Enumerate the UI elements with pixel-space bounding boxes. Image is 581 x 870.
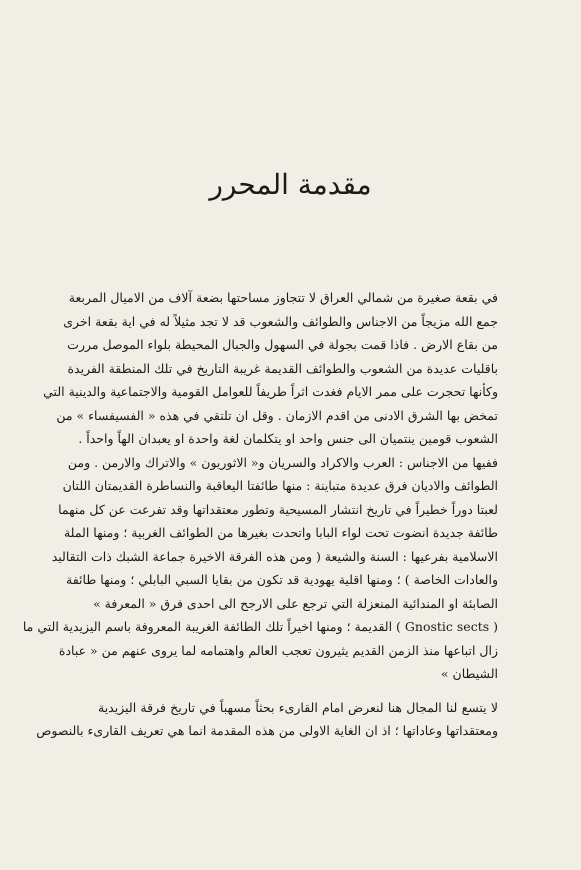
page-title: مقدمة المحرر	[209, 168, 372, 201]
paragraph-1	[22, 286, 498, 686]
text-line: طائفة جديدة انضوت تحت لواء البابا واتحدت بغيرها من الطوائف الغربية ؛ ومنها الملة	[63, 525, 498, 540]
text-line: الشعوب قومين ينتميان الى جنس واحد او يتكلمان لغة واحدة او يعبدان الهاً واحداً .	[78, 431, 498, 446]
text-line: لا يتسع لنا المجال هنا لنعرض امام القارىء بحثاً مسهباً في تاريخ فرقة اليزيدية	[98, 699, 498, 715]
text-line: وكأنها تحجرت على ممر الايام فغدت اثراً طريفاً للعوامل القومية والاجتماعية والدينية التي	[43, 384, 498, 399]
text-line: من بقاع الارض . فاذا قمت بجولة في السهول والجبال المحيطة بلواء الموصل مررت	[67, 337, 498, 352]
text-line: في بقعة صغيرة من شمالي العراق لا تتجاوز مساحتها بضعة آلاف من الاميال المربعة	[68, 290, 498, 305]
text-line: تمخض بها الشرق الادنى من اقدم الازمان . وقل ان تلتقي في هذه « الفسيفساء » من	[56, 407, 498, 423]
paragraph-2	[36, 696, 498, 743]
text-line: جمع الله مزيجاً من الاجناس والطوائف والشعوب قد لا تجد مثيلاً له في اية بقعة اخرى	[63, 313, 498, 329]
text-line: الشيطان »	[440, 666, 498, 681]
text-line: الصابئة او المندائية المنعزلة التي ترجع على الارجح الى احدى فرق « المعرفة »	[93, 595, 498, 611]
text-line: لعبتا دوراً خطيراً في تاريخ انتشار المسيحية وتطور معتقداتها وقد تفرعت عن كل منهما	[58, 501, 498, 517]
text-line: والعادات الخاصة ) ؛ ومنها اقلية يهودية قد تكون من بقايا السبي البابلي ؛ ومنها طائفة	[66, 572, 498, 587]
text-line: باقليات عديدة من الشعوب والطوائف القديمة غريبة التاريخ في تلك المنطقة الفريدة	[67, 360, 498, 376]
text-line: ومعتقداتها وعاداتها ؛ اذ ان الغاية الاولى من هذه المقدمة انما هي تعريف القارىء بالنصوص	[36, 723, 498, 738]
body-text	[22, 286, 498, 743]
paragraph-gap	[98, 686, 498, 696]
text-line: الاسلامية بفرعيها : السنة والشيعة ( ومن هذه الفرقة الاخيرة جماعة الشبك ذات التقاليد	[51, 548, 498, 564]
text-line: ففيها من الاجناس : العرب والاكراد والسريان و« الاثوريون » والاتراك والارمن . ومن	[67, 454, 498, 470]
text-line: زال اتباعها منذ الزمن القديم يثيرون تعجب العالم واهتمامه لما يروى عنهم من « عبادة	[58, 642, 498, 658]
text-line: الطوائف والاديان فرق عديدة متباينة : منها طائفتا اليعاقبة والنساطرة القديمتان اللتان	[62, 478, 498, 493]
text-line: ( Gnostic sects ) القديمة ؛ ومنها اخيراً تلك الطائفة الغريبة المعروفة باسم اليزيدية التي ما	[22, 619, 498, 634]
